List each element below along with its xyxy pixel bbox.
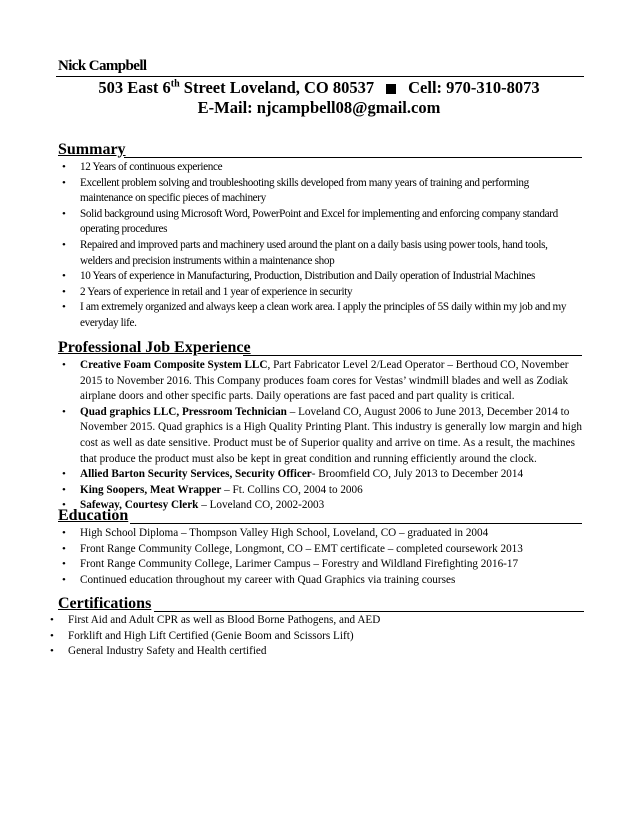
summary-heading: Summary <box>58 141 126 158</box>
job-item <box>62 405 584 467</box>
education-rule <box>130 523 582 524</box>
cell-phone: Cell: 970-310-8073 <box>408 78 540 97</box>
job-employer: Allied Barton Security Services, Security Officer <box>80 468 312 481</box>
job-item <box>62 358 584 405</box>
summary-item: • I am extremely organized and always keep a clean work area. I apply the principles of 5S daily within my job and my everyday life. <box>62 300 582 331</box>
job-item <box>62 498 584 514</box>
summary-item: • 10 Years of experience in Manufacturing, Production, Distribution and Daily operation of Industrial Machines <box>62 269 582 285</box>
job-details: – Ft. Collins CO, 2004 to 2006 <box>221 483 363 496</box>
summary-item: • Repaired and improved parts and machinery used around the plant on a daily basis using power tools, hand tools, welders and precision instruments within a maintenance shop <box>62 238 582 269</box>
address-street: Street Loveland, CO 80537 <box>179 78 375 97</box>
job-details: - Broomfield CO, July 2013 to December 2014 <box>311 468 524 481</box>
summary-item: • Excellent problem solving and troubleshooting skills developed from many years of training and performing maintenance on specific pieces of machinery <box>62 176 582 207</box>
education-heading: Education <box>58 507 129 524</box>
summary-item: • 2 Years of experience in retail and 1 year of experience in security <box>62 285 582 301</box>
contact-address-line <box>0 78 638 98</box>
education-list <box>62 526 584 588</box>
certifications-heading: Certifications <box>58 595 152 612</box>
experience-list <box>62 358 584 514</box>
header-rule <box>56 76 584 77</box>
address-ordinal: th <box>170 78 180 90</box>
job-item <box>62 467 584 483</box>
summary-item: • 12 Years of continuous experience <box>62 160 582 176</box>
job-item <box>62 483 584 499</box>
square-bullet-icon <box>386 84 396 94</box>
education-item: • High School Diploma – Thompson Valley High School, Loveland, CO – graduated in 2004 <box>62 526 584 542</box>
education-item: • Continued education throughout my career with Quad Graphics via training courses <box>62 573 584 589</box>
job-employer: Creative Foam Composite System LLC <box>80 359 268 371</box>
certifications-rule <box>154 611 584 612</box>
email-address: E-Mail: njcampbell08@gmail.com <box>197 98 441 117</box>
address-text: 503 East 6 <box>98 78 171 97</box>
experience-rule <box>243 355 582 356</box>
job-details: , Part Fabricator Level 2/Lead Operator – Berthoud CO, November 2015 to November 2016. This Company produces foam cores for Vestas’ windmill blades and well as Zodiak airplane doors and other specific parts. Daily operations are fast paced and part quality is critical. <box>80 359 569 403</box>
experience-heading: Professional Job Experience <box>58 339 251 356</box>
summary-rule <box>124 157 582 158</box>
job-employer: Quad graphics LLC, Pressroom Technician <box>80 405 287 418</box>
applicant-name: Nick Campbell <box>58 58 147 74</box>
summary-list <box>62 160 582 332</box>
certification-item: • First Aid and Adult CPR as well as Blood Borne Pathogens, and AED <box>50 613 584 629</box>
job-details: – Loveland CO, August 2006 to June 2013, December 2014 to November 2015. Quad graphics is a High Quality Printing Plant. This industry is generally low margin and high cost as well as date sensitive. Product must be of Superior quality and arrive on time. As a result, the machines that produce the product must also be kept in great condition and running efficiently around the clock. <box>80 405 583 465</box>
education-item: • Front Range Community College, Larimer Campus – Forestry and Wildland Firefighting 2016-17 <box>62 557 584 573</box>
job-employer: Safeway, Courtesy Clerk <box>80 499 199 512</box>
certifications-list <box>50 613 584 660</box>
education-item: • Front Range Community College, Longmont, CO – EMT certificate – completed coursework 2013 <box>62 542 584 558</box>
certification-item: • General Industry Safety and Health certified <box>50 644 584 660</box>
job-details: – Loveland CO, 2002-2003 <box>198 499 325 512</box>
certification-item: • Forklift and High Lift Certified (Genie Boom and Scissors Lift) <box>50 629 584 645</box>
summary-item: • Solid background using Microsoft Word, PowerPoint and Excel for implementing and enforcing company standard operating procedures <box>62 207 582 238</box>
job-employer: King Soopers, Meat Wrapper <box>80 483 222 496</box>
